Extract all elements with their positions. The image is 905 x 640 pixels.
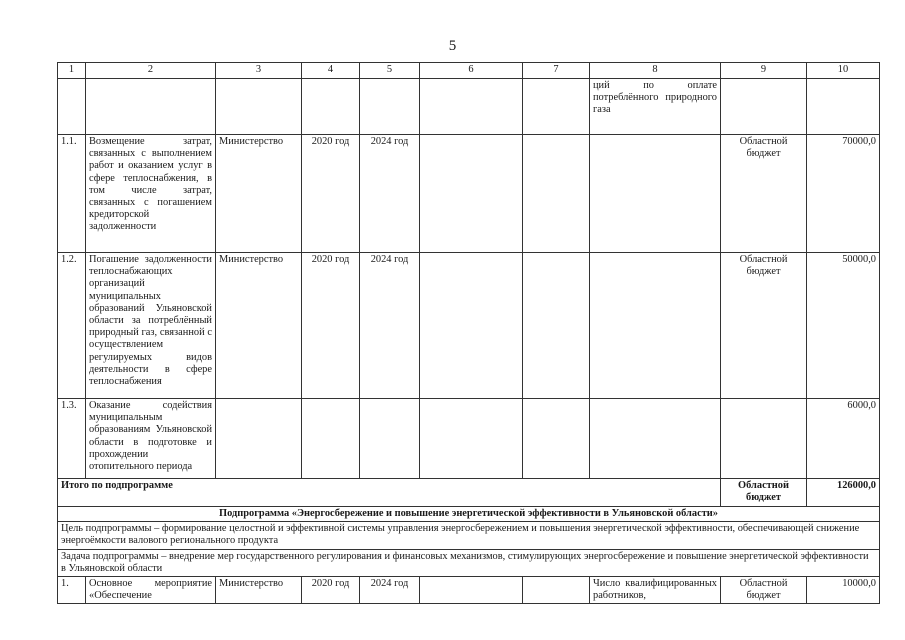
table-row xyxy=(58,577,880,604)
measure-name: Погашение задолженности теплоснабжающих организаций муниципальных образований Ульяновской области за потреблённый природный газ, связанной с осуществлением регулируемых видов деятельности в сфере теплоснабжения xyxy=(86,253,216,399)
subprogram-task: Задача подпрограммы – внедрение мер государственного регулирования и финансовых механизмов, стимулирующих энергосбережение и повышение энергетической эффективности в Ульяновской области xyxy=(58,549,880,576)
col6-cell xyxy=(420,253,523,399)
amount xyxy=(807,79,880,135)
responsible xyxy=(216,79,302,135)
total-amount: 126000,0 xyxy=(807,479,880,507)
end-year xyxy=(360,399,420,479)
start-year xyxy=(302,399,360,479)
funding-source xyxy=(721,79,807,135)
col-number: 5 xyxy=(360,63,420,79)
start-year: 2020 год xyxy=(302,135,360,253)
col6-cell xyxy=(420,79,523,135)
total-row xyxy=(58,479,880,507)
col-number: 9 xyxy=(721,63,807,79)
col7-cell xyxy=(523,577,590,604)
indicator: ций по оплате потреблённого природного газа xyxy=(590,79,721,135)
col7-cell xyxy=(523,399,590,479)
col-number: 3 xyxy=(216,63,302,79)
amount: 50000,0 xyxy=(807,253,880,399)
responsible: Министерство xyxy=(216,253,302,399)
amount: 70000,0 xyxy=(807,135,880,253)
subprogram-goal: Цель подпрограммы – формирование целостной и эффективной системы управления энергосбережением и повышения энергетической эффективности, обеспечивающей снижение энергоёмкости валового регионального продукта xyxy=(58,522,880,549)
funding-source: Областной бюджет xyxy=(721,577,807,604)
responsible xyxy=(216,399,302,479)
start-year xyxy=(302,79,360,135)
col6-cell xyxy=(420,399,523,479)
indicator xyxy=(590,135,721,253)
end-year: 2024 год xyxy=(360,253,420,399)
responsible: Министерство xyxy=(216,135,302,253)
total-label: Итого по подпрограмме xyxy=(58,479,721,507)
funding-source: Областной бюджет xyxy=(721,135,807,253)
col-number: 2 xyxy=(86,63,216,79)
column-numbers-row xyxy=(58,63,880,79)
row-number xyxy=(58,79,86,135)
funding-source: Областной бюджет xyxy=(721,253,807,399)
funding-source xyxy=(721,399,807,479)
row-number: 1.2. xyxy=(58,253,86,399)
row-number: 1.1. xyxy=(58,135,86,253)
task-row xyxy=(58,549,880,576)
measure-name xyxy=(86,79,216,135)
total-funding-source: Областной бюджет xyxy=(721,479,807,507)
table-row xyxy=(58,79,880,135)
subprogram-title: Подпрограмма «Энергосбережение и повышение энергетической эффективности в Ульяновской области» xyxy=(58,507,880,522)
indicator: Число квалифицированных работников, xyxy=(590,577,721,604)
col7-cell xyxy=(523,79,590,135)
end-year: 2024 год xyxy=(360,577,420,604)
amount: 6000,0 xyxy=(807,399,880,479)
subprogram-title-row xyxy=(58,507,880,522)
page-number: 5 xyxy=(448,38,457,54)
col-number: 8 xyxy=(590,63,721,79)
goal-row xyxy=(58,522,880,549)
col7-cell xyxy=(523,253,590,399)
col-number: 4 xyxy=(302,63,360,79)
col-number: 7 xyxy=(523,63,590,79)
end-year xyxy=(360,79,420,135)
col6-cell xyxy=(420,577,523,604)
indicator xyxy=(590,399,721,479)
col-number: 1 xyxy=(58,63,86,79)
table-row xyxy=(58,253,880,399)
row-number: 1.3. xyxy=(58,399,86,479)
col7-cell xyxy=(523,135,590,253)
measure-name: Основное мероприятие «Обеспечение xyxy=(86,577,216,604)
table-row xyxy=(58,135,880,253)
measure-name: Оказание содействия муниципальным образованиям Ульяновской области в подготовке и прохождении отопительного периода xyxy=(86,399,216,479)
row-number: 1. xyxy=(58,577,86,604)
program-table xyxy=(57,62,880,604)
col6-cell xyxy=(420,135,523,253)
amount: 10000,0 xyxy=(807,577,880,604)
col-number: 10 xyxy=(807,63,880,79)
col-number: 6 xyxy=(420,63,523,79)
start-year: 2020 год xyxy=(302,253,360,399)
table-row xyxy=(58,399,880,479)
measure-name: Возмещение затрат, связанных с выполнением работ и оказанием услуг в сфере теплоснабжения, в том числе затрат, связанных с погашением кредиторской задолженности xyxy=(86,135,216,253)
responsible: Министерство xyxy=(216,577,302,604)
start-year: 2020 год xyxy=(302,577,360,604)
indicator xyxy=(590,253,721,399)
end-year: 2024 год xyxy=(360,135,420,253)
